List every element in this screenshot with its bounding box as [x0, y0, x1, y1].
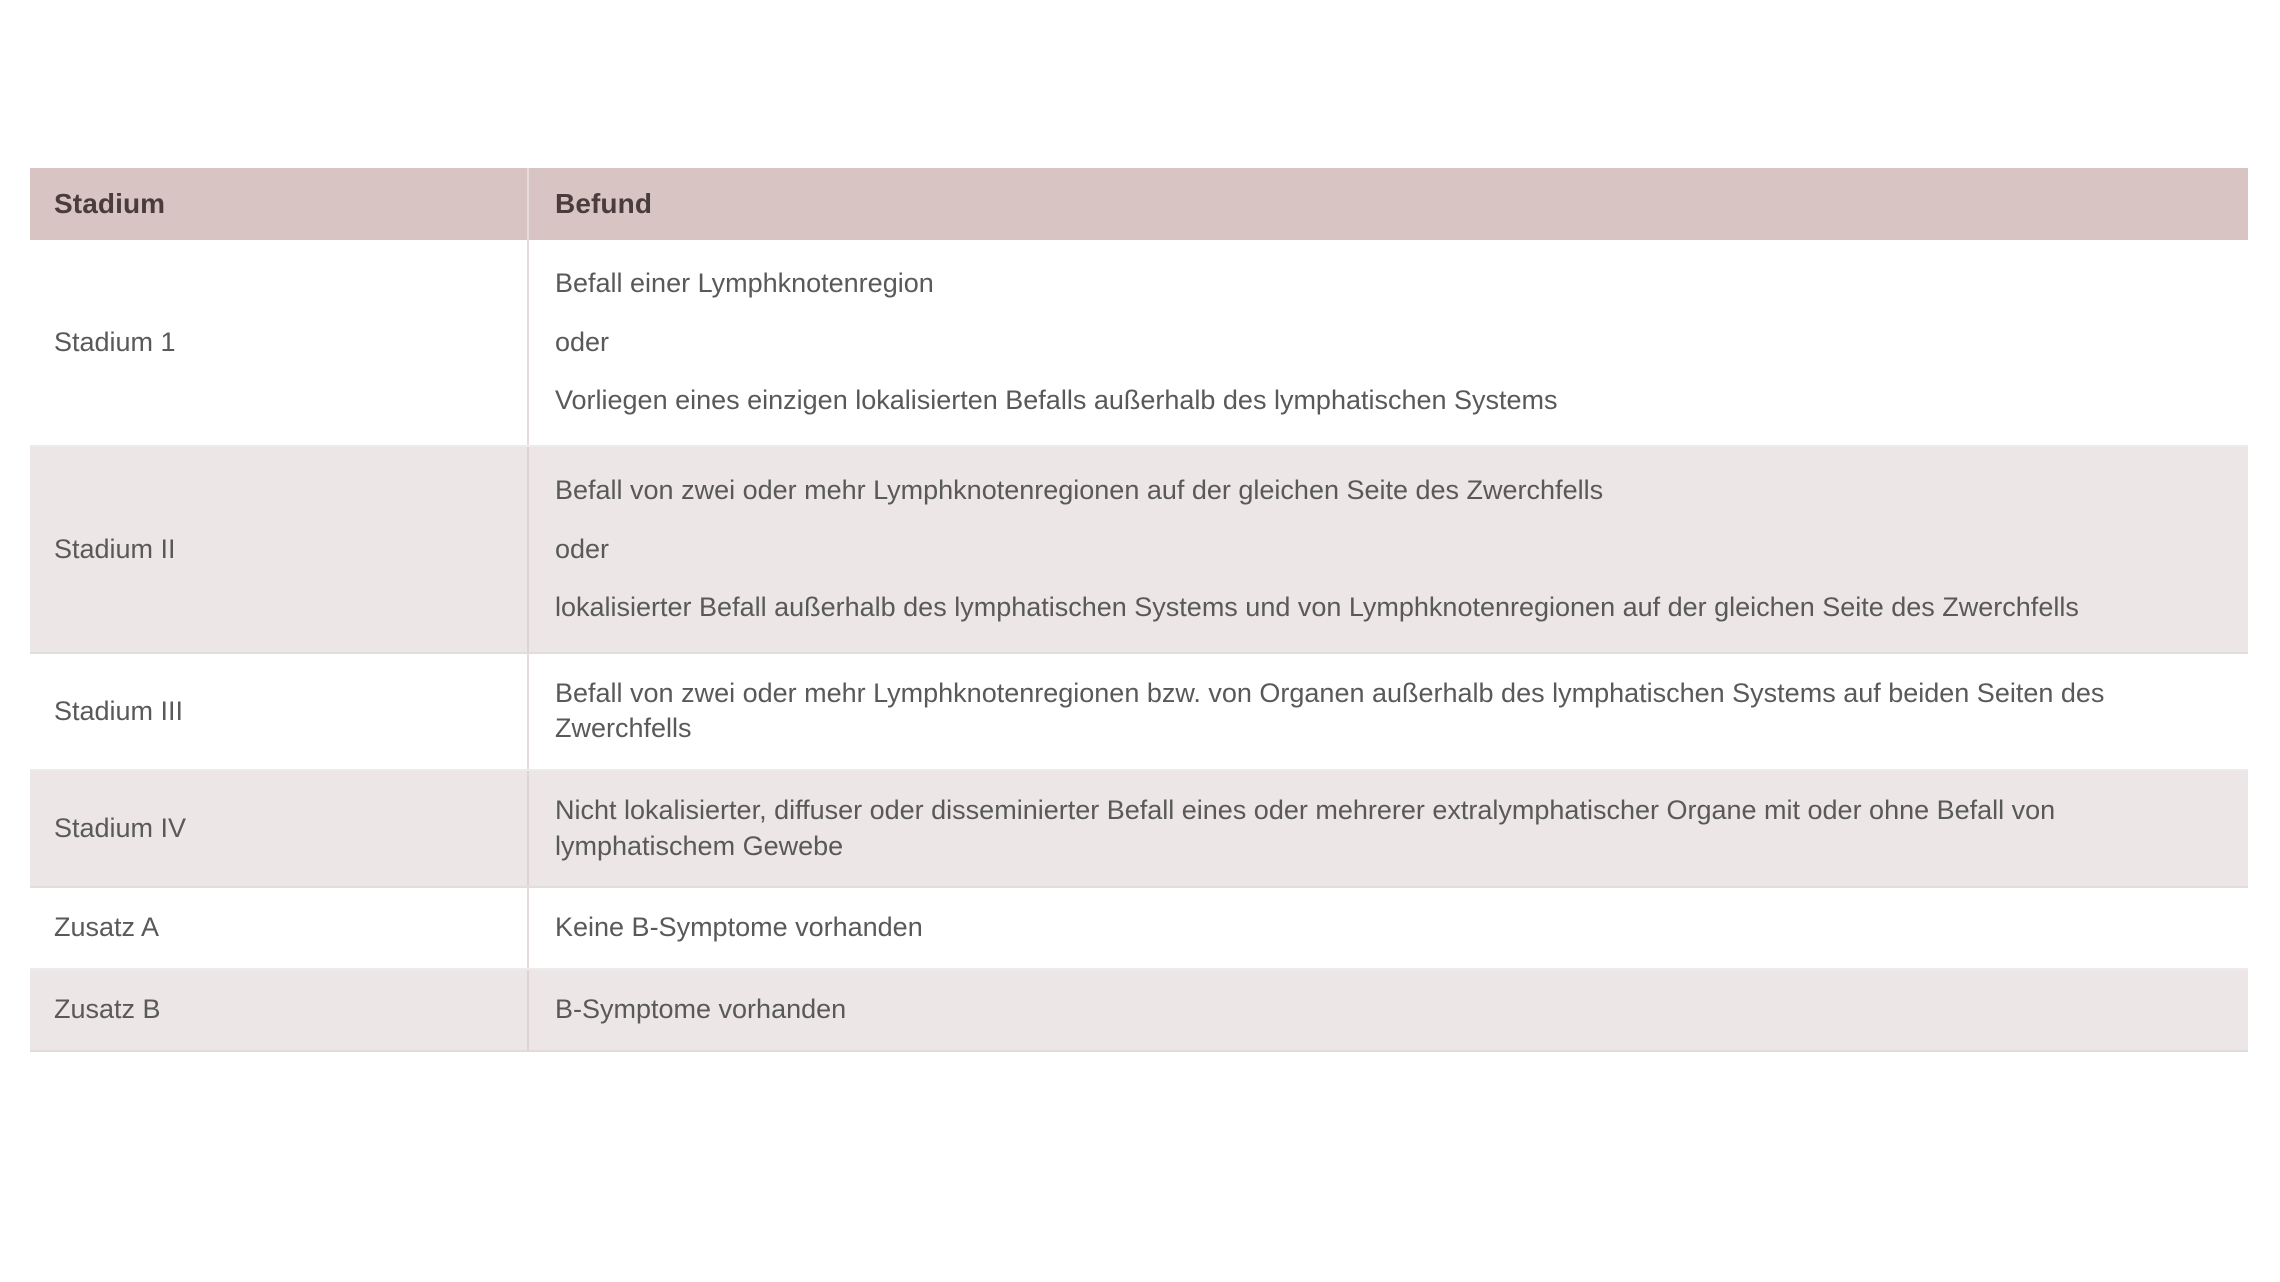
table-row — [30, 887, 2248, 969]
cell-stage: Zusatz B — [30, 969, 528, 1051]
cell-finding — [528, 446, 2248, 653]
finding-line: oder — [555, 326, 610, 357]
table-header — [30, 168, 2248, 240]
finding-line: Befall von zwei oder mehr Lymphknotenregionen bzw. von Organen außerhalb des lymphatischen Systems auf beiden Seiten des Zwerchfells — [555, 677, 2105, 744]
table-row — [30, 969, 2248, 1051]
cell-finding — [528, 969, 2248, 1051]
cell-finding — [528, 240, 2248, 446]
finding-line: oder — [555, 533, 610, 564]
finding-line: B-Symptome vorhanden — [555, 993, 847, 1024]
table-row — [30, 240, 2248, 446]
lymphoma-staging-table — [30, 168, 2248, 1052]
table-row — [30, 653, 2248, 770]
finding-line: Nicht lokalisierter, diffuser oder disseminierter Befall eines oder mehrerer extralymphatischer Organe mit oder ohne Befall von lymphatischem Gewebe — [555, 795, 2056, 861]
table-header-row — [30, 168, 2248, 240]
cell-finding — [528, 770, 2248, 887]
finding-line: Keine B-Symptome vorhanden — [555, 912, 923, 943]
cell-finding — [528, 887, 2248, 969]
column-header-befund: Befund — [528, 168, 2248, 240]
cell-stage: Stadium IV — [30, 770, 528, 887]
finding-line: lokalisierter Befall außerhalb des lymphatischen Systems und von Lymphknotenregionen auf der gleichen Seite des Zwerchfells — [555, 592, 2079, 623]
cell-stage: Stadium III — [30, 653, 528, 770]
finding-line: Befall von zwei oder mehr Lymphknotenregionen auf der gleichen Seite des Zwerchfells — [555, 474, 1604, 505]
table-row — [30, 770, 2248, 887]
table-body — [30, 240, 2248, 1051]
finding-line: Vorliegen eines einzigen lokalisierten Befalls außerhalb des lymphatischen Systems — [555, 385, 1558, 416]
staging-table-container — [30, 168, 2248, 1052]
table-row — [30, 446, 2248, 653]
cell-stage: Stadium II — [30, 446, 528, 653]
finding-line: Befall einer Lymphknotenregion — [555, 268, 934, 298]
cell-finding — [528, 653, 2248, 770]
cell-stage: Stadium 1 — [30, 240, 528, 446]
column-header-stadium: Stadium — [30, 168, 528, 240]
cell-stage: Zusatz A — [30, 887, 528, 969]
